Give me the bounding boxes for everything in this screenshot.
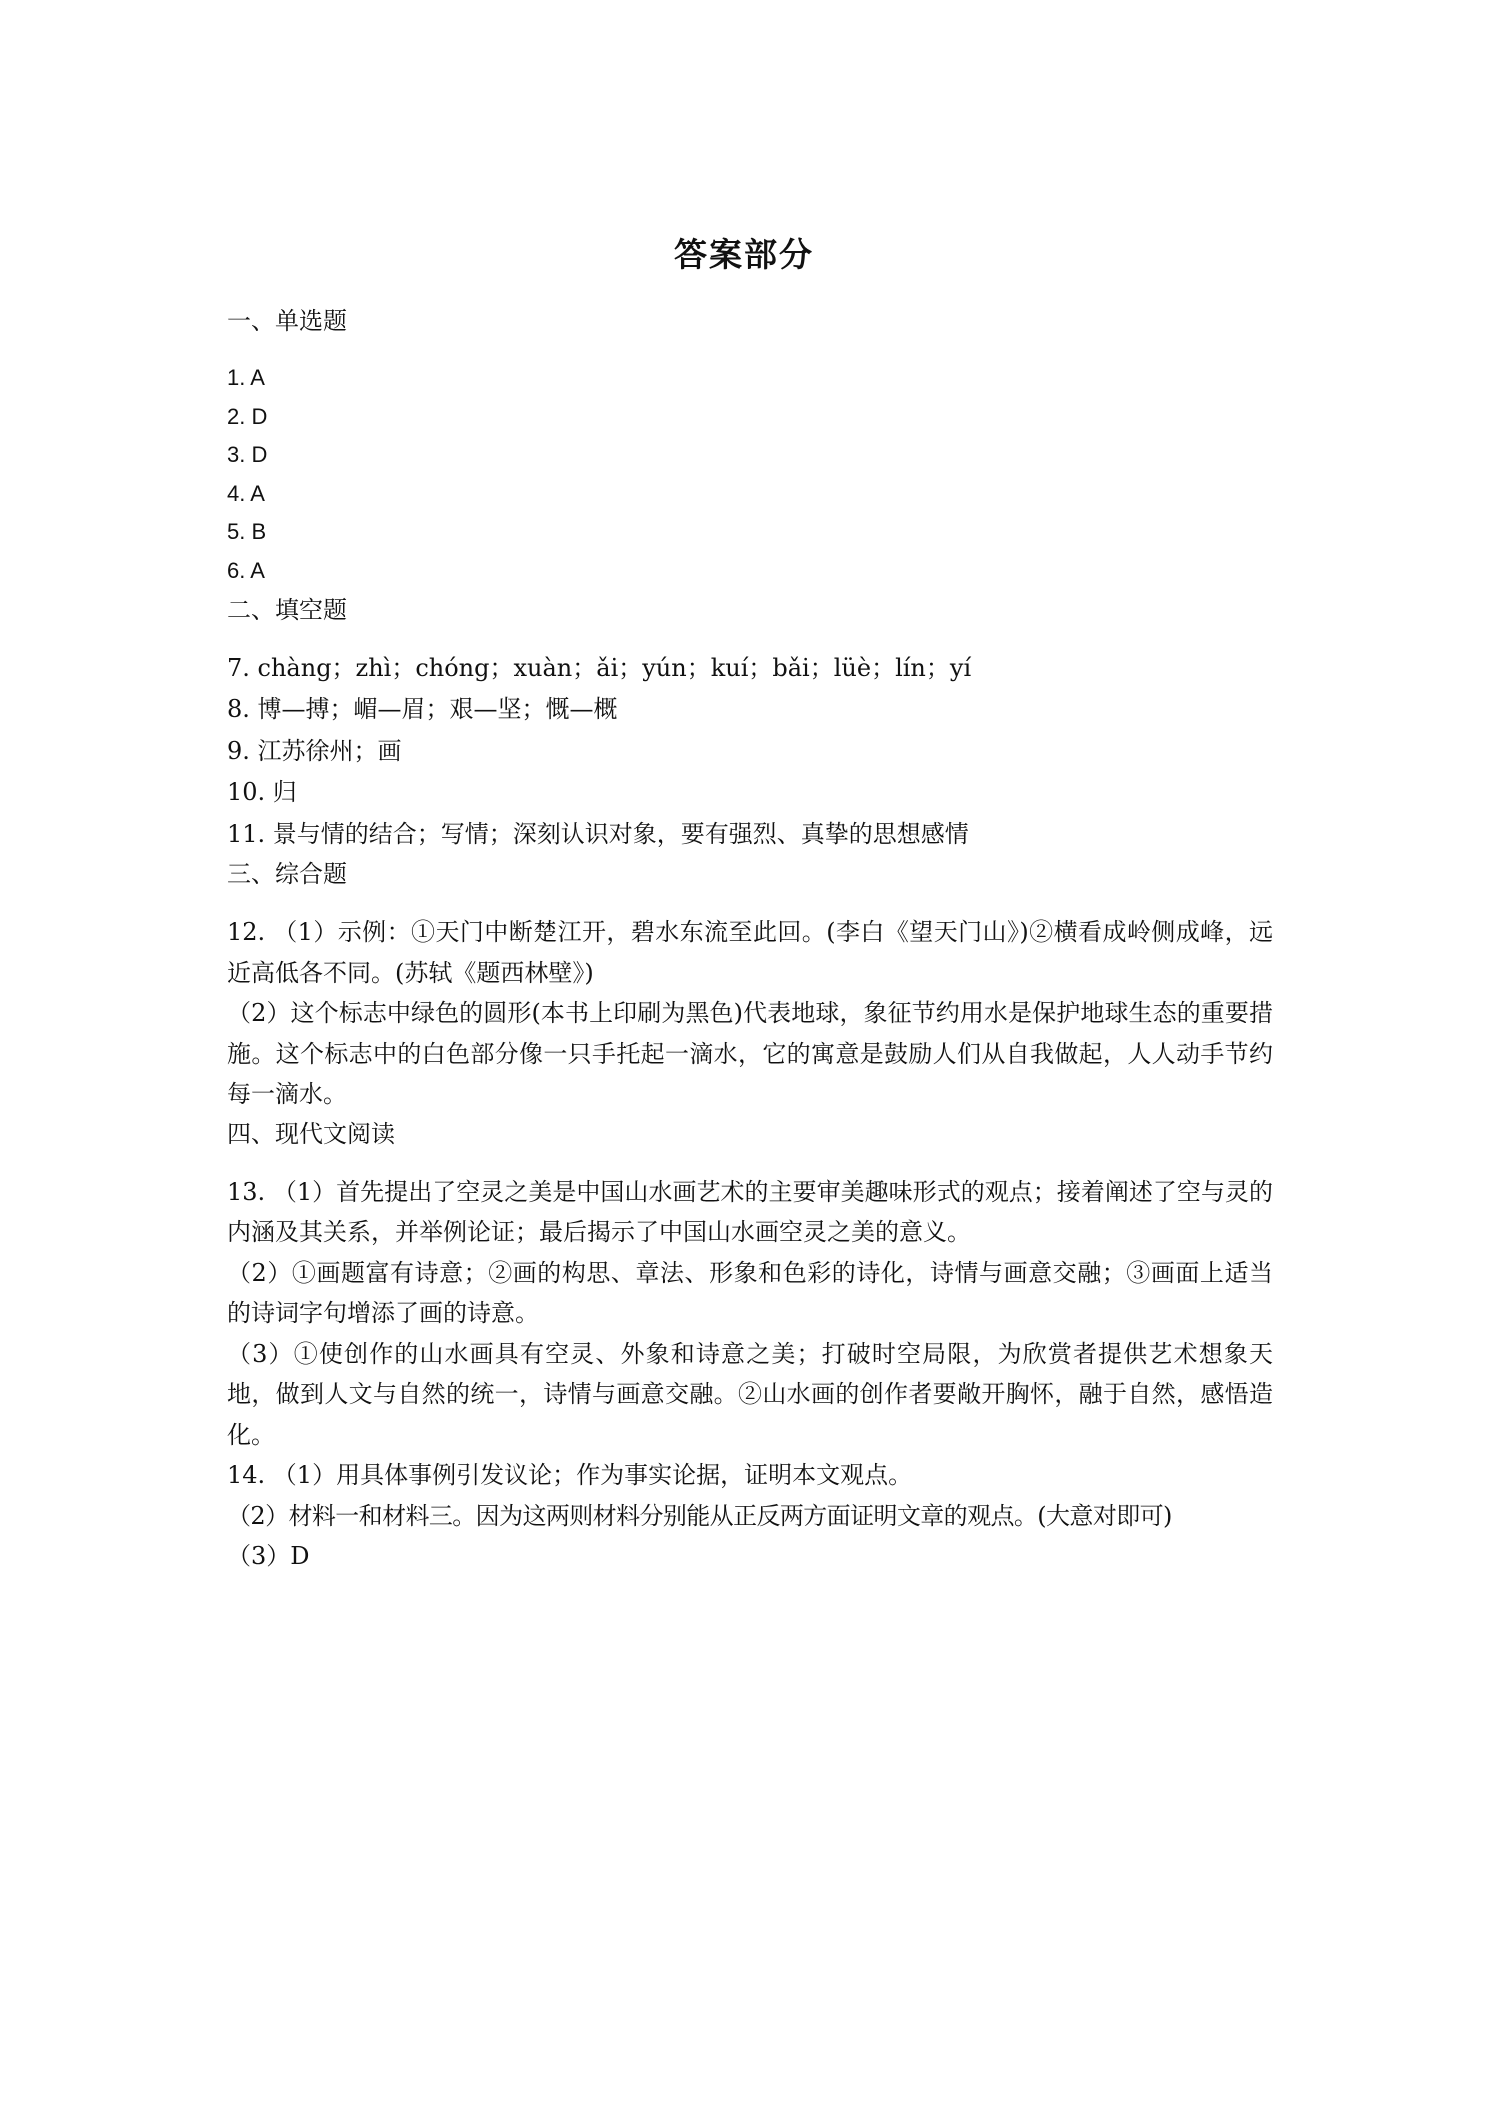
fill-blank-answers (227, 648, 1273, 856)
page-title: 答案部分 (674, 235, 814, 274)
answer-item-q11: 11. 景与情的结合；写情；深刻认识对象，要有强烈、真挚的思想感情 (227, 819, 969, 848)
answer-q12-part1: 12. （1）示例：①天门中断楚江开，碧水东流至此回。(李白《望天门山》)②横看成岭侧成峰，远近高低各不同。(苏轼《题西林壁》) (227, 918, 1273, 987)
section-heading-single-choice: 一、单选题 (227, 307, 347, 335)
answer-q13-part3: （3）①使创作的山水画具有空灵、外象和诗意之美；打破时空局限，为欣赏者提供艺术想象天地，做到人文与自然的统一，诗情与画意交融。②山水画的创作者要敞开胸怀，融于自然，感悟造化。 (227, 1339, 1273, 1449)
answer-q13-part1: 13. （1）首先提出了空灵之美是中国山水画艺术的主要审美趣味形式的观点；接着阐述了空与灵的内涵及其关系，并举例论证；最后揭示了中国山水画空灵之美的意义。 (227, 1177, 1273, 1247)
modern-reading-answers (227, 1172, 1273, 1577)
answer-q12-part2: （2）这个标志中绿色的圆形(本书上印刷为黑色)代表地球，象征节约用水是保护地球生态的重要措施。这个标志中的白色部分像一只手托起一滴水，它的寓意是鼓励人们从自我做起，人人动手节约每一滴水。 (227, 999, 1273, 1109)
answer-q13-part2: （2）①画题富有诗意；②画的构思、章法、形象和色彩的诗化，诗情与画意交融；③画面上适当的诗词字句增添了画的诗意。 (227, 1258, 1273, 1328)
answer-item-q9: 9. 江苏徐州；画 (227, 736, 402, 765)
answer-item: 1. A (227, 365, 265, 390)
section-heading-modern-reading: 四、现代文阅读 (227, 1119, 395, 1148)
section-heading-fill-blank: 二、填空题 (227, 595, 347, 624)
answer-q14-part3: （3）D (227, 1542, 310, 1571)
answer-item: 2. D (227, 403, 268, 429)
answer-item: 3. D (227, 442, 268, 468)
answer-item: 4. A (227, 480, 265, 506)
answer-q14-part2: （2）材料一和材料三。因为这两则材料分别能从正反两方面证明文章的观点。(大意对即可) (227, 1501, 1172, 1530)
section-heading-comprehensive: 三、综合题 (227, 860, 347, 889)
answer-q14-part1: 14. （1）用具体事例引发议论；作为事实论据，证明本文观点。 (227, 1461, 913, 1490)
answer-content (227, 300, 1273, 1577)
single-choice-answers (227, 359, 1273, 591)
answer-item: 5. B (227, 519, 267, 545)
answer-item-q8: 8. 博—搏；嵋—眉；艰—坚；慨—概 (227, 695, 618, 724)
answer-item-q7: 7. chàng；zhì；chóng；xuàn；ǎi；yún；kuí；bǎi；lüè；lín；yí (227, 653, 972, 682)
comprehensive-answers (227, 912, 1273, 1115)
answer-item: 6. A (227, 557, 265, 583)
answer-item-q10: 10. 归 (227, 778, 297, 807)
